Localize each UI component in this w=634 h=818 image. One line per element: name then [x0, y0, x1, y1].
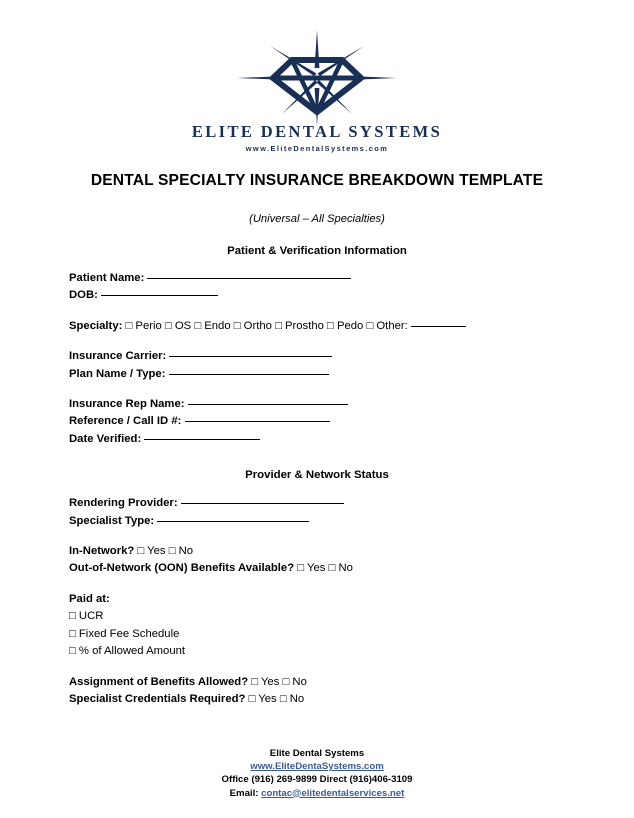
- checkbox-icon[interactable]: □: [366, 319, 374, 332]
- footer-phones: Office (916) 269-9899 Direct (916)406-3109: [221, 774, 413, 786]
- reference-id-label: Reference / Call ID #:: [69, 415, 182, 428]
- checkbox-icon[interactable]: □: [297, 562, 305, 575]
- rendering-provider-label: Rendering Provider:: [69, 497, 178, 510]
- field-dob: [69, 287, 594, 304]
- field-in-network: [69, 543, 594, 560]
- yes-label: Yes: [147, 545, 166, 558]
- in-network-label: In-Network?: [69, 545, 135, 558]
- verification-group: [69, 396, 594, 448]
- paid-at-option-ucr[interactable]: [69, 608, 594, 625]
- oon-no[interactable]: [329, 562, 353, 574]
- paid-at-label: [69, 591, 594, 608]
- specialty-option-other[interactable]: [366, 320, 407, 332]
- checkbox-icon[interactable]: □: [137, 545, 145, 558]
- logo-block: [0, 0, 634, 153]
- paid-at-option-label: Fixed Fee Schedule: [78, 627, 180, 640]
- rendering-provider-input[interactable]: [181, 503, 344, 504]
- field-oon-benefits: [69, 560, 594, 577]
- patient-name-input[interactable]: [147, 278, 351, 279]
- insurance-rep-label: Insurance Rep Name:: [69, 398, 185, 411]
- page-title: DENTAL SPECIALTY INSURANCE BREAKDOWN TEMPLATE: [90, 172, 544, 189]
- checkbox-icon[interactable]: □: [282, 675, 290, 688]
- specialty-option-perio[interactable]: [126, 320, 162, 332]
- assignment-label: Assignment of Benefits Allowed?: [69, 675, 249, 688]
- specialist-type-input[interactable]: [157, 521, 309, 522]
- assignment-yes[interactable]: [251, 676, 279, 688]
- paid-at-option-percent-allowed[interactable]: [69, 643, 594, 660]
- specialty-option-pedo[interactable]: [327, 320, 363, 332]
- footer-email-link[interactable]: contac@elitedentalservices.net: [261, 787, 405, 799]
- dob-label: DOB:: [69, 289, 98, 302]
- paid-at-heading: Paid at:: [69, 592, 110, 605]
- field-insurance-carrier: [69, 348, 594, 365]
- field-reference-id: [69, 413, 594, 430]
- reference-id-input[interactable]: [185, 421, 330, 422]
- no-label: No: [178, 545, 194, 558]
- credentials-no[interactable]: [280, 693, 304, 705]
- no-label: No: [338, 562, 353, 575]
- specialty-option-label: Perio: [135, 319, 162, 332]
- checkbox-icon[interactable]: □: [69, 610, 76, 623]
- checkbox-icon[interactable]: □: [233, 319, 241, 332]
- patient-identity-group: [69, 270, 594, 305]
- specialty-option-prostho[interactable]: [275, 320, 324, 332]
- page-footer: [0, 747, 634, 800]
- paid-at-option-label: % of Allowed Amount: [78, 645, 186, 658]
- dob-input[interactable]: [101, 295, 218, 296]
- plan-name-label: Plan Name / Type:: [69, 367, 166, 380]
- specialty-option-label: Endo: [204, 319, 231, 332]
- specialty-option-label: Prostho: [284, 319, 324, 332]
- specialty-option-os[interactable]: [165, 320, 191, 332]
- credentials-yes[interactable]: [249, 693, 277, 705]
- specialty-other-input[interactable]: [411, 326, 466, 327]
- patient-name-label: Patient Name:: [69, 272, 145, 284]
- in-network-no[interactable]: [169, 545, 193, 557]
- checkbox-icon[interactable]: □: [279, 692, 287, 705]
- field-plan-name: [69, 366, 594, 383]
- specialty-option-label: Ortho: [243, 319, 272, 332]
- patient-section: [0, 270, 634, 448]
- checkbox-icon[interactable]: □: [194, 319, 202, 332]
- assignment-no[interactable]: [283, 676, 307, 688]
- checkbox-icon[interactable]: □: [164, 319, 172, 332]
- specialty-other-label: Other:: [376, 319, 408, 332]
- logo-wordmark: ELITE DENTAL SYSTEMS: [191, 122, 443, 141]
- specialty-option-label: Pedo: [336, 319, 364, 332]
- field-specialty: [69, 318, 594, 335]
- field-specialist-credentials: [69, 691, 594, 708]
- page-subtitle: (Universal – All Specialties): [249, 213, 385, 225]
- plan-name-input[interactable]: [169, 374, 329, 375]
- checkbox-icon[interactable]: □: [327, 319, 334, 332]
- field-insurance-rep: [69, 396, 594, 413]
- insurance-plan-group: [69, 348, 594, 383]
- credentials-label: Specialist Credentials Required?: [69, 692, 246, 705]
- yes-label: Yes: [306, 562, 326, 575]
- specialty-group: [69, 318, 594, 335]
- diamond-starburst-logo: [237, 30, 397, 126]
- checkbox-icon[interactable]: □: [168, 545, 176, 558]
- specialist-type-label: Specialist Type:: [69, 514, 155, 527]
- checkbox-icon[interactable]: □: [69, 627, 76, 640]
- field-rendering-provider: [69, 495, 594, 512]
- in-network-yes[interactable]: [137, 545, 165, 557]
- footer-email-label: Email:: [229, 787, 259, 799]
- yes-label: Yes: [258, 692, 277, 705]
- field-date-verified: [69, 431, 594, 448]
- insurance-rep-input[interactable]: [188, 404, 348, 405]
- specialty-label: Specialty:: [69, 319, 123, 332]
- provider-section: [0, 495, 634, 708]
- specialty-option-ortho[interactable]: [234, 320, 272, 332]
- no-label: No: [292, 675, 307, 688]
- checkbox-icon[interactable]: □: [248, 692, 256, 705]
- logo-tagline: www.EliteDentalSystems.com: [245, 144, 389, 153]
- paid-at-option-label: UCR: [78, 610, 104, 623]
- paid-at-group: [69, 591, 594, 661]
- section-heading-patient: Patient & Verification Information: [227, 245, 407, 257]
- checkbox-icon[interactable]: □: [328, 562, 336, 575]
- paid-at-option-fixed-fee-schedule[interactable]: [69, 626, 594, 643]
- checkbox-icon[interactable]: □: [251, 675, 258, 688]
- date-verified-input[interactable]: [144, 439, 260, 440]
- oon-yes[interactable]: [297, 562, 325, 574]
- insurance-carrier-input[interactable]: [169, 356, 332, 357]
- authorization-group: [69, 674, 594, 709]
- oon-label: Out-of-Network (OON) Benefits Available?: [69, 562, 295, 575]
- footer-website-link[interactable]: www.EliteDentaSystems.com: [250, 761, 384, 773]
- field-assignment-of-benefits: [69, 674, 594, 691]
- footer-company: Elite Dental Systems: [269, 747, 365, 759]
- no-label: No: [289, 692, 305, 705]
- field-specialist-type: [69, 513, 594, 530]
- field-patient-name: [69, 270, 594, 287]
- insurance-carrier-label: Insurance Carrier:: [69, 350, 167, 363]
- checkbox-icon[interactable]: □: [275, 319, 282, 332]
- checkbox-icon[interactable]: □: [69, 645, 76, 658]
- section-heading-provider: Provider & Network Status: [245, 469, 389, 482]
- network-status-group: [69, 543, 594, 578]
- provider-identity-group: [69, 495, 594, 530]
- checkbox-icon[interactable]: □: [125, 319, 133, 332]
- date-verified-label: Date Verified:: [69, 432, 142, 445]
- specialty-option-label: OS: [174, 319, 192, 332]
- specialty-option-endo[interactable]: [194, 320, 230, 332]
- yes-label: Yes: [260, 675, 280, 688]
